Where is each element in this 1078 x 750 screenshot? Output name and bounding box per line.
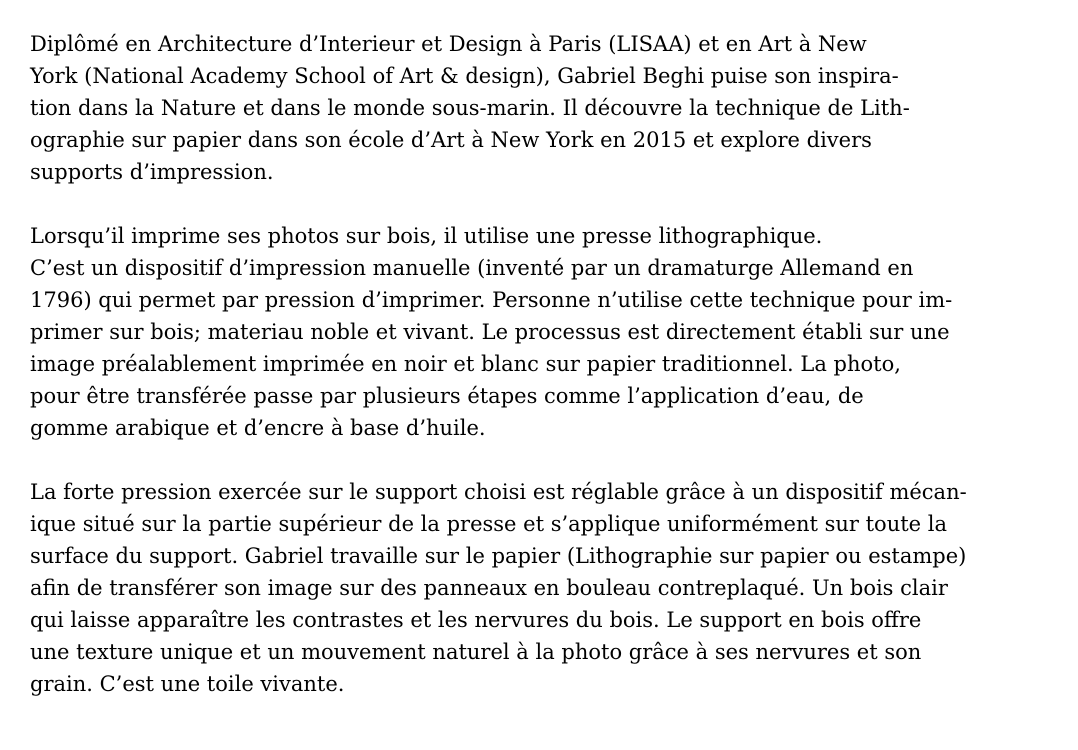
text-line: Lorsqu’il imprime ses photos sur bois, il utilise une presse lithographique. xyxy=(30,224,823,248)
paragraph-press xyxy=(30,220,1050,444)
text-line: pour être transférée passe par plusieurs étapes comme l’application d’eau, de xyxy=(30,384,864,408)
text-line: primer sur bois; materiau noble et vivant. Le processus est directement établi sur une xyxy=(30,320,950,344)
text-line: ique situé sur la partie supérieur de la presse et s’applique uniformément sur toute la xyxy=(30,512,947,536)
text-line: C’est un dispositif d’impression manuelle (inventé par un dramaturge Allemand en xyxy=(30,256,914,280)
paragraph-support xyxy=(30,476,1050,700)
text-line: Diplômé en Architecture d’Interieur et Design à Paris (LISAA) et en Art à New xyxy=(30,32,867,56)
paragraph-biography xyxy=(30,28,1050,188)
text-line: surface du support. Gabriel travaille sur le papier (Lithographie sur papier ou estampe) xyxy=(30,544,967,568)
document-body xyxy=(30,28,1050,732)
text-line: La forte pression exercée sur le support choisi est réglable grâce à un dispositif mécan- xyxy=(30,480,967,504)
text-line: supports d’impression. xyxy=(30,160,274,184)
text-line: gomme arabique et d’encre à base d’huile. xyxy=(30,416,486,440)
text-line: grain. C’est une toile vivante. xyxy=(30,672,345,696)
text-line: afin de transférer son image sur des panneaux en bouleau contreplaqué. Un bois clair xyxy=(30,576,948,600)
text-line: une texture unique et un mouvement naturel à la photo grâce à ses nervures et son xyxy=(30,640,922,664)
text-line: ographie sur papier dans son école d’Art à New York en 2015 et explore divers xyxy=(30,128,872,152)
text-line: 1796) qui permet par pression d’imprimer. Personne n’utilise cette technique pour im- xyxy=(30,288,953,312)
text-line: tion dans la Nature et dans le monde sous-marin. Il découvre la technique de Lith- xyxy=(30,96,910,120)
text-line: qui laisse apparaître les contrastes et les nervures du bois. Le support en bois offre xyxy=(30,608,922,632)
text-line: image préalablement imprimée en noir et blanc sur papier traditionnel. La photo, xyxy=(30,352,901,376)
text-line: York (National Academy School of Art & design), Gabriel Beghi puise son inspira- xyxy=(30,64,899,88)
